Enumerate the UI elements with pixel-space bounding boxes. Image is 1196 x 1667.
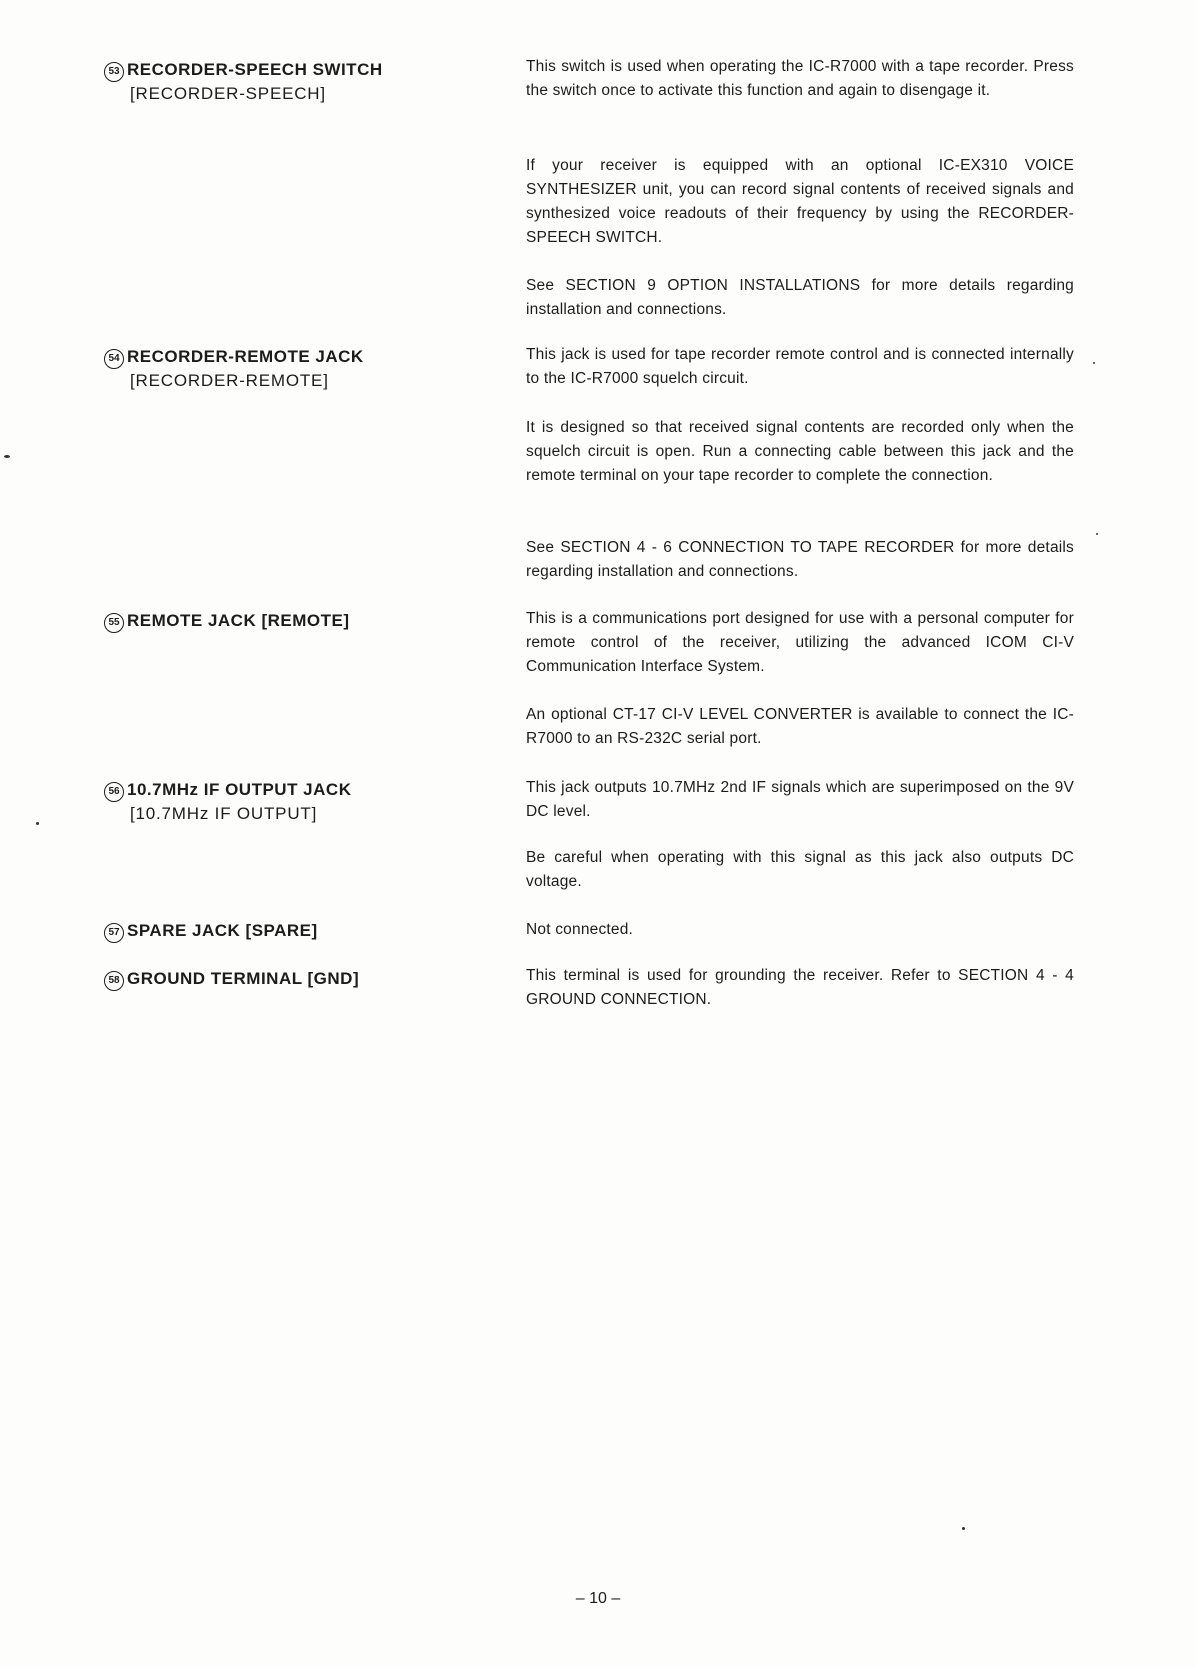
item-title: 10.7MHz IF OUTPUT JACK	[127, 780, 352, 799]
item-54-paragraph-1: This jack is used for tape recorder remote control and is connected internally to the IC-R7000 squelch circuit.	[526, 346, 1074, 387]
item-subtitle: [10.7MHz IF OUTPUT]	[130, 804, 318, 823]
item-number-badge: 53	[104, 62, 124, 82]
scan-speck	[962, 1527, 965, 1530]
scan-speck	[1096, 533, 1098, 535]
item-53-paragraph-2: If your receiver is equipped with an optional IC-EX310 VOICE SYNTHESIZER unit, you can record signal contents of received signals and synthesized voice readouts of their frequency by using the RECORDER-SPEECH SWITCH.	[526, 157, 1074, 246]
item-56-paragraph-2: Be careful when operating with this signal as this jack also outputs DC voltage.	[526, 849, 1074, 890]
item-title: RECORDER-REMOTE JACK	[127, 347, 364, 366]
item-title: GROUND TERMINAL [GND]	[127, 969, 360, 988]
item-54-heading	[104, 345, 494, 392]
item-56-paragraph-1: This jack outputs 10.7MHz 2nd IF signals which are superimposed on the 9V DC level.	[526, 779, 1074, 820]
scan-speck	[1093, 362, 1095, 364]
item-53-paragraph-3: See SECTION 9 OPTION INSTALLATIONS for more details regarding installation and connections.	[526, 277, 1074, 318]
item-57-heading	[104, 919, 494, 943]
item-number-badge: 57	[104, 923, 124, 943]
scan-speck	[36, 822, 39, 825]
item-58-heading	[104, 967, 494, 991]
scan-speck	[4, 455, 10, 458]
item-title: RECORDER-SPEECH SWITCH	[127, 60, 383, 79]
item-number-badge: 54	[104, 349, 124, 369]
item-subtitle: [RECORDER-SPEECH]	[130, 84, 326, 103]
item-55-heading	[104, 609, 494, 633]
item-54-paragraph-2: It is designed so that received signal contents are recorded only when the squelch circuit is open. Run a connecting cable between this jack and the remote terminal on your tape recorder to complete the connection.	[526, 419, 1074, 484]
item-55-paragraph-1: This is a communications port designed for use with a personal computer for remote control of the receiver, utilizing the advanced ICOM CI-V Communication Interface System.	[526, 610, 1074, 675]
item-58-paragraph-1: This terminal is used for grounding the receiver. Refer to SECTION 4 - 4 GROUND CONNECTION.	[526, 967, 1074, 1008]
item-number-badge: 55	[104, 613, 124, 633]
page-number: – 10 –	[575, 1590, 621, 1607]
item-53-heading	[104, 58, 494, 105]
item-56-heading	[104, 778, 494, 825]
item-57-paragraph-1: Not connected.	[526, 921, 634, 938]
item-54-paragraph-3: See SECTION 4 - 6 CONNECTION TO TAPE RECORDER for more details regarding installation and connections.	[526, 539, 1074, 580]
item-55-paragraph-2: An optional CT-17 CI-V LEVEL CONVERTER is available to connect the IC-R7000 to an RS-232C serial port.	[526, 706, 1074, 747]
item-title: SPARE JACK [SPARE]	[127, 921, 318, 940]
item-number-badge: 58	[104, 971, 124, 991]
item-number-badge: 56	[104, 782, 124, 802]
item-title: REMOTE JACK [REMOTE]	[127, 611, 350, 630]
item-53-paragraph-1: This switch is used when operating the IC-R7000 with a tape recorder. Press the switch once to activate this function and again to disengage it.	[526, 58, 1074, 99]
item-subtitle: [RECORDER-REMOTE]	[130, 371, 329, 390]
